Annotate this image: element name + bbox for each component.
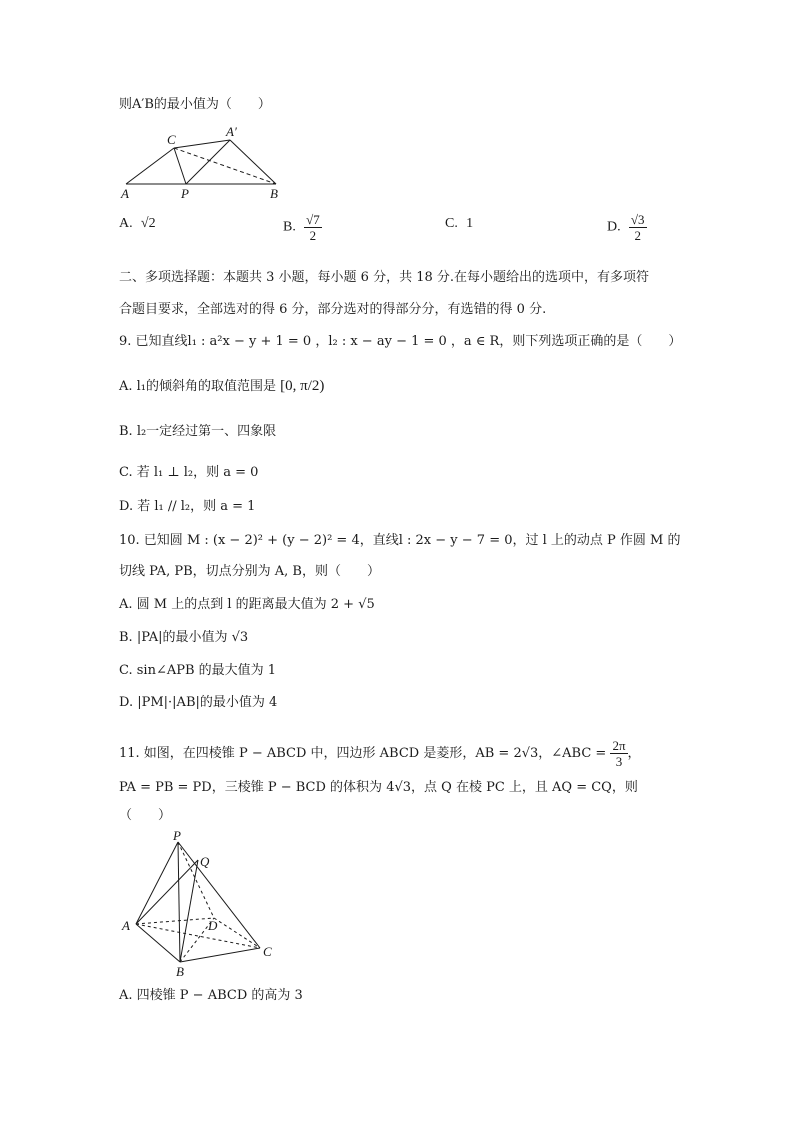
q10-stem-line2: 切线 PA, PB，切点分别为 A, B，则（ ） xyxy=(119,564,380,579)
triangle-fold-figure xyxy=(118,124,308,204)
q11-stem-line1: 11. 如图，在四棱锥 P − ABCD 中，四边形 ABCD 是菱形，AB = 2√3，∠ABC = $\frac{2\pi}{3}$ ， xyxy=(119,738,641,769)
label-B: B xyxy=(176,964,184,979)
q9-interval: [0, π/2) xyxy=(280,378,325,394)
label-A: A xyxy=(122,918,130,933)
label-Q: Q xyxy=(200,854,210,869)
q11-stem-line3: （ ） xyxy=(119,808,172,823)
option-b: B. $\frac{√7}{2}$ xyxy=(283,212,320,243)
label-B: B xyxy=(270,186,278,201)
option-d: D. $\frac{√3}{2}$ xyxy=(607,212,645,243)
q9-option-a: A. l₁的倾斜角的取值范围是 [0, π/2) xyxy=(119,378,325,394)
label-D: D xyxy=(208,918,218,933)
pyramid-figure xyxy=(118,830,288,980)
option-a: A. √2 xyxy=(119,216,156,231)
q10-option-b: B. |PA|的最小值为 √3 xyxy=(119,630,249,645)
q10-option-c: C. sin∠APB 的最大值为 1 xyxy=(119,663,277,678)
q10-option-a: A. 圆 M 上的点到 l 的距离最大值为 2 + √5 xyxy=(119,597,375,612)
section2-line2: 合题目要求，全部选对的得 6 分，部分选对的得部分分，有选错的得 0 分. xyxy=(119,302,547,317)
q9-option-d: D. 若 l₁ // l₂，则 a = 1 xyxy=(119,499,256,514)
section2-line1: 二、多项选择题：本题共 3 小题，每小题 6 分，共 18 分.在每小题给出的选项中，有多项符 xyxy=(119,270,650,285)
q9-option-b: B. l₂一定经过第一、四象限 xyxy=(119,424,277,439)
label-A: A xyxy=(121,186,129,201)
option-c: C. 1 xyxy=(445,216,474,231)
label-P: P xyxy=(173,830,181,843)
q11-stem-line2: PA = PB = PD，三棱锥 P − BCD 的体积为 4√3，点 Q 在棱 PC 上，且 AQ = CQ，则 xyxy=(119,780,638,795)
q10-stem-line1: 10. 已知圆 M : (x − 2)² + (y − 2)² = 4，直线l : 2x − y − 7 = 0，过 l 上的动点 P 作圆 M 的 xyxy=(119,533,681,548)
label-A-prime: A′ xyxy=(226,124,237,139)
label-C: C xyxy=(167,132,176,147)
prev-question-tail: 则A′B的最小值为（ ） xyxy=(119,97,271,112)
label-P: P xyxy=(181,186,189,201)
q9-option-c: C. 若 l₁ ⊥ l₂，则 a = 0 xyxy=(119,465,259,480)
q9-stem: 9. 已知直线l₁ : a²x − y + 1 = 0 ，l₂ : x − ay − 1 = 0 ，a ∈ R，则下列选项正确的是（ ） xyxy=(119,334,682,349)
q11-option-a: A. 四棱锥 P − ABCD 的高为 3 xyxy=(119,988,303,1003)
label-C: C xyxy=(263,944,272,959)
q10-option-d: D. |PM|·|AB|的最小值为 4 xyxy=(119,695,278,710)
